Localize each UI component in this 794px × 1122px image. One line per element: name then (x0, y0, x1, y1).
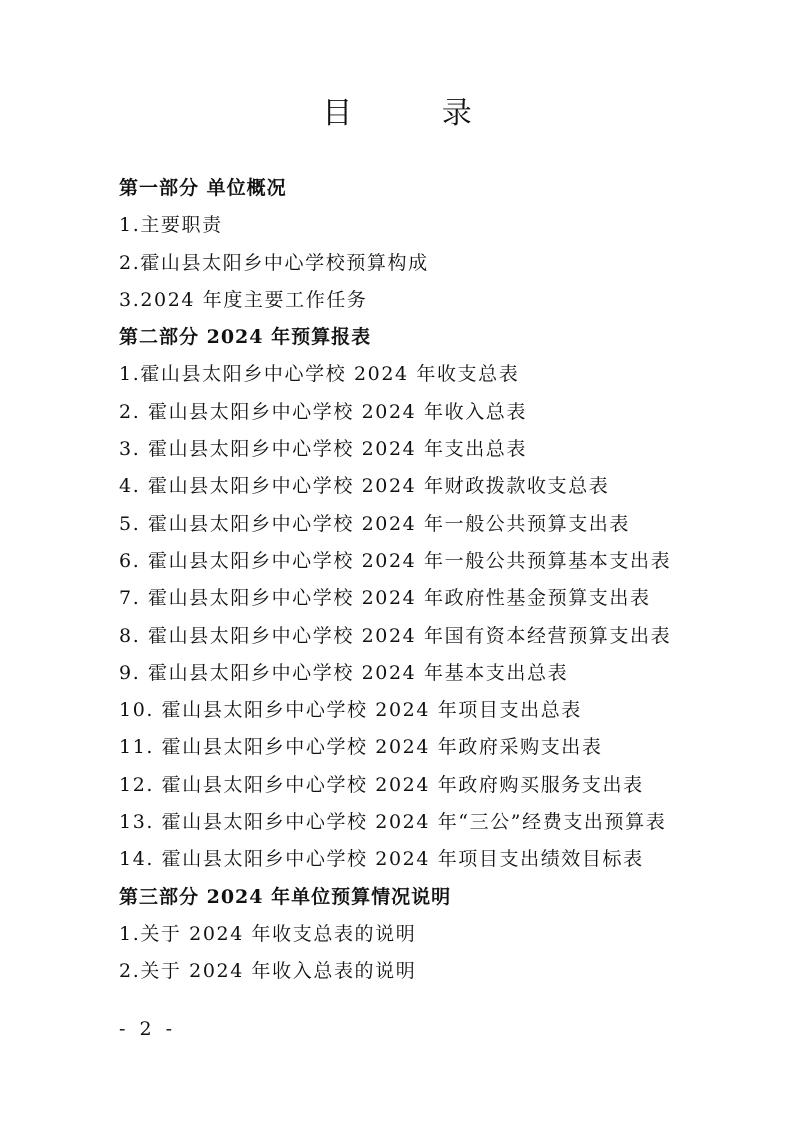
table-of-contents (119, 170, 739, 991)
toc-section-heading: 第三部分 2024 年单位预算情况说明 (119, 885, 452, 908)
toc-entry: 6. 霍山县太阳乡中心学校 2024 年一般公共预算基本支出表 (119, 549, 672, 572)
toc-entry: 5. 霍山县太阳乡中心学校 2024 年一般公共预算支出表 (119, 512, 631, 535)
page-number: - 2 - (119, 1018, 177, 1040)
toc-entry: 2.关于 2024 年收入总表的说明 (119, 960, 417, 983)
toc-entry: 9. 霍山县太阳乡中心学校 2024 年基本支出总表 (119, 661, 569, 684)
toc-entry: 14. 霍山县太阳乡中心学校 2024 年项目支出绩效目标表 (119, 848, 644, 871)
toc-entry: 8. 霍山县太阳乡中心学校 2024 年国有资本经营预算支出表 (119, 624, 672, 647)
toc-entry: 2.霍山县太阳乡中心学校预算构成 (119, 251, 429, 274)
toc-entry: 7. 霍山县太阳乡中心学校 2024 年政府性基金预算支出表 (119, 587, 651, 610)
toc-entry: 3. 霍山县太阳乡中心学校 2024 年支出总表 (119, 438, 528, 461)
toc-entry: 1.霍山县太阳乡中心学校 2024 年收支总表 (119, 363, 520, 386)
toc-entry: 4. 霍山县太阳乡中心学校 2024 年财政拨款收支总表 (119, 475, 610, 498)
toc-entry: 13. 霍山县太阳乡中心学校 2024 年“三公”经费支出预算表 (119, 811, 667, 834)
toc-section-heading: 第二部分 2024 年预算报表 (119, 326, 372, 349)
toc-entry: 1.关于 2024 年收支总表的说明 (119, 922, 417, 945)
toc-entry: 2. 霍山县太阳乡中心学校 2024 年收入总表 (119, 400, 528, 423)
toc-entry: 10. 霍山县太阳乡中心学校 2024 年项目支出总表 (119, 699, 582, 722)
toc-entry: 3.2024 年度主要工作任务 (119, 288, 368, 311)
toc-entry: 12. 霍山县太阳乡中心学校 2024 年政府购买服务支出表 (119, 773, 644, 796)
toc-entry: 1.主要职责 (119, 214, 223, 237)
toc-section-heading: 第一部分 单位概况 (119, 177, 287, 199)
toc-entry: 11. 霍山县太阳乡中心学校 2024 年政府采购支出表 (119, 736, 603, 759)
page-title: 目 录 (322, 96, 512, 131)
